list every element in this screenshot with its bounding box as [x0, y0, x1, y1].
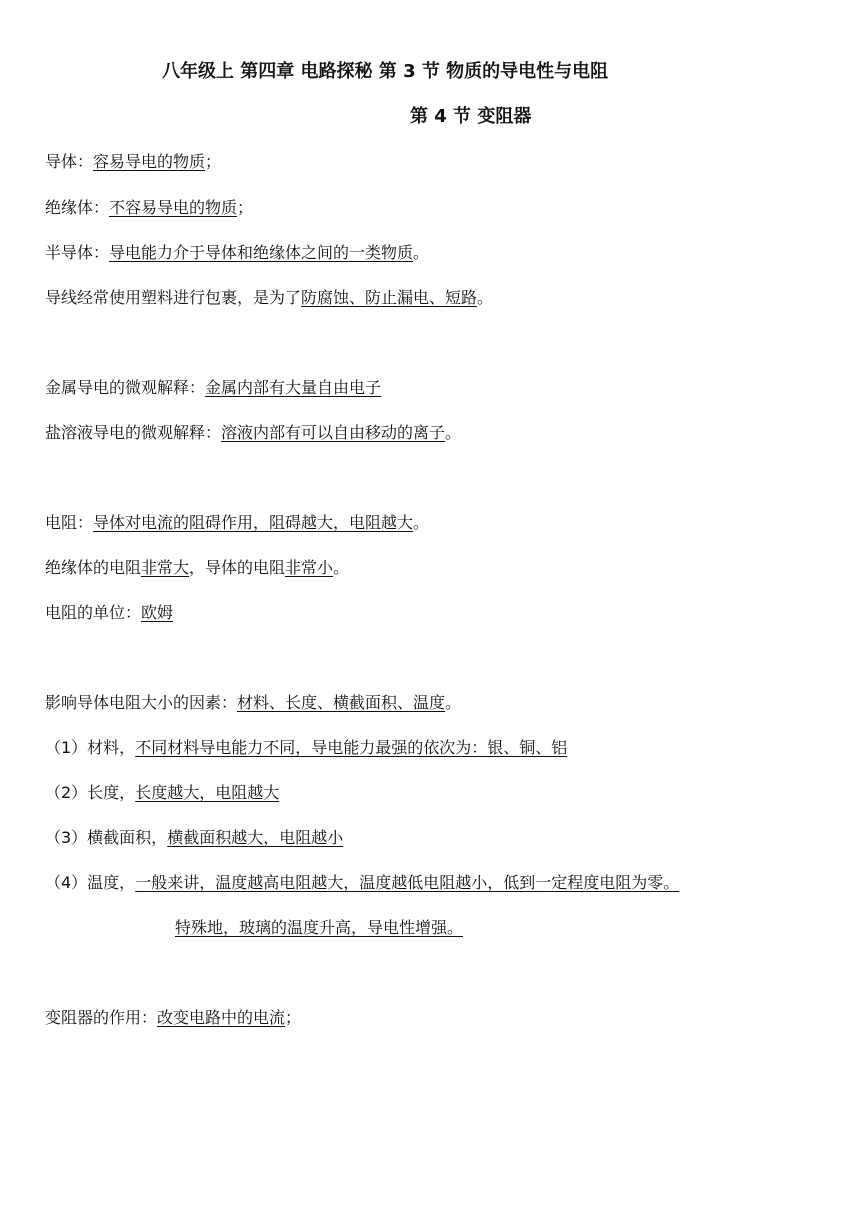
- definition-insulator: [45, 197, 253, 219]
- line-label: 导体：: [45, 152, 94, 171]
- line-answer: 不容易导电的物质: [109, 198, 238, 217]
- line-label: 盐溶液导电的微观解释：: [45, 423, 222, 442]
- line-tail: 。: [445, 423, 462, 442]
- line-answer: 不同材料导电能力不同，导电能力最强的依次为：银、铜、铝: [135, 738, 568, 757]
- line-label: 电阻的单位：: [45, 603, 142, 622]
- line-tail: ；: [205, 152, 222, 171]
- factor-cross-section: [45, 827, 343, 849]
- line-answer: 非常大: [141, 558, 190, 577]
- metal-conduction-explanation: [45, 377, 381, 399]
- resistance-unit: [45, 602, 173, 624]
- line-tail: 。: [445, 693, 462, 712]
- definition-resistance: [45, 512, 429, 534]
- line-label: 电阻：: [45, 513, 94, 532]
- line-answer: 导电能力介于导体和绝缘体之间的一类物质: [109, 243, 414, 262]
- resistance-factors: [45, 692, 461, 714]
- line-tail: 。: [477, 288, 494, 307]
- line-tail: ；: [237, 198, 254, 217]
- line-answer: 长度越大，电阻越大: [135, 783, 280, 802]
- line-label: 金属导电的微观解释：: [45, 378, 206, 397]
- line-answer: 防腐蚀、防止漏电、短路: [301, 288, 478, 307]
- line-answer: 横截面积越大，电阻越小: [167, 828, 344, 847]
- line-answer: 一般来讲，温度越高电阻越大，温度越低电阻越小，低到一定程度电阻为零。: [135, 873, 680, 892]
- definition-conductor: [45, 151, 221, 173]
- line-label: 导线经常使用塑料进行包裹，是为了: [45, 288, 302, 307]
- wire-insulation-note: [45, 287, 493, 309]
- document-title: 八年级上 第四章 电路探秘 第 3 节 物质的导电性与电阻: [162, 61, 609, 82]
- factor-temperature-glass-note: [175, 917, 463, 939]
- line-answer: 导体对电流的阻碍作用，阻碍越大，电阻越大: [93, 513, 414, 532]
- factor-length: [45, 782, 279, 804]
- factor-material: [45, 737, 567, 759]
- line-answer: 材料、长度、横截面积、温度: [237, 693, 446, 712]
- line-label: 绝缘体：: [45, 198, 110, 217]
- line-answer: 溶液内部有可以自由移动的离子: [221, 423, 446, 442]
- line-label: 变阻器的作用：: [45, 1008, 158, 1027]
- line-label: （4）温度，: [45, 873, 136, 892]
- section-title: 第 4 节 变阻器: [410, 106, 532, 127]
- line-label: （3）横截面积，: [45, 828, 168, 847]
- factor-temperature: [45, 872, 679, 894]
- line-answer: 特殊地，玻璃的温度升高，导电性增强。: [175, 918, 464, 937]
- line-answer: 改变电路中的电流: [157, 1008, 286, 1027]
- rheostat-function: [45, 1007, 301, 1029]
- line-label: （1）材料，: [45, 738, 136, 757]
- line-label: 影响导体电阻大小的因素：: [45, 693, 238, 712]
- line-answer: 欧姆: [141, 603, 174, 622]
- line-mid: ，导体的电阻: [189, 558, 286, 577]
- resistance-comparison: [45, 557, 349, 579]
- line-label: （2）长度，: [45, 783, 136, 802]
- definition-semiconductor: [45, 242, 429, 264]
- line-answer-2: 非常小: [285, 558, 334, 577]
- line-tail: 。: [413, 513, 430, 532]
- line-tail: ；: [285, 1008, 302, 1027]
- line-label: 绝缘体的电阻: [45, 558, 142, 577]
- line-label: 半导体：: [45, 243, 110, 262]
- line-answer: 金属内部有大量自由电子: [205, 378, 382, 397]
- line-tail: 。: [333, 558, 350, 577]
- line-tail: 。: [413, 243, 430, 262]
- line-answer: 容易导电的物质: [93, 152, 206, 171]
- salt-solution-conduction-explanation: [45, 422, 461, 444]
